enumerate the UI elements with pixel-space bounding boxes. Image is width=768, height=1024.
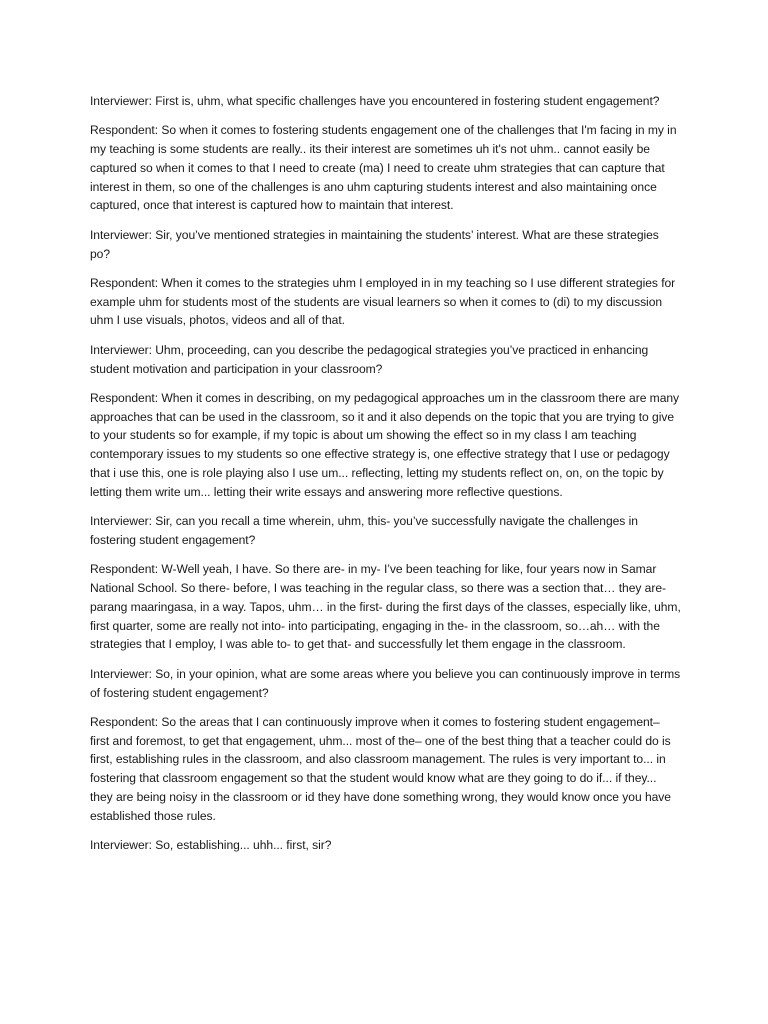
interviewer-question-4: Interviewer: Sir, can you recall a time wherein, uhm, this- you’ve successfully navigate the challenges in fostering student engagement? (90, 514, 638, 547)
respondent-answer-5: Respondent: So the areas that I can continuously improve when it comes to fostering student engagement– first and foremost, to get that engagement, uhm... most of the– one of the best thing that a teacher could do is first, establishing rules in the classroom, and also classroom management. The rules is very important to... in fostering that classroom engagement so that the student would know what are they going to do if... if they... they are being noisy in the classroom or id they have done something wrong, they would know once you have established those rules. (90, 714, 671, 823)
respondent-answer-4: Respondent: W-Well yeah, I have. So there are- in my- I’ve been teaching for like, four years now in Samar National School. So there- before, I was teaching in the regular class, so there was a section that… they are- parang maaringasa, in a way. Tapos, uhm… in the first- during the first days of the classes, especially like, uhm, first quarter, some are really not into- into participating, engaging in the- in the classroom, so…ah… with the strategies that I employ, I was able to- to get that- and successfully let them engage in the classroom. (90, 562, 681, 652)
interviewer-question-1: Interviewer: First is, uhm, what specific challenges have you encountered in fostering student engagement? (90, 94, 660, 108)
respondent-answer-3: Respondent: When it comes in describing, on my pedagogical approaches um in the classroom there are many approaches that can be used in the classroom, so it and it also depends on the topic that you are trying to give to your students so for example, if my topic is about um showing the effect so in my class I am teaching contemporary issues to my students so one effective strategy is, one effective strategy that I use or pedagogy that i use this, one is role playing also I use um... reflecting, letting my students reflect on, on, on the topic by letting them write um... letting their write essays and answering more reflective questions. (90, 390, 680, 499)
interviewer-question-2: Interviewer: Sir, you’ve mentioned strategies in maintaining the students’ interest. What are these strategies po? (90, 227, 659, 261)
respondent-answer-1: Respondent: So when it comes to fostering students engagement one of the challenges that I'm facing in my in my teaching is some students are really.. its their interest are sometimes uh it's not uhm.. cannot easily be captured so when it comes to that I need to create (ma) I need to create uhm strategies that can capture that interest in them, so one of the challenges is ano uhm capturing students interest and also maintaining once captured, once that interest is captured how to maintain that interest. (90, 123, 677, 213)
interviewer-question-3: Interviewer: Uhm, proceeding, can you describe the pedagogical strategies you’ve practiced in enhancing student motivation and participation in your classroom? (90, 342, 649, 376)
respondent-answer-2: Respondent: When it comes to the strategies uhm I employed in in my teaching so I use different strategies for example uhm for students most of the students are visual learners so when it comes to (di) to my discussion uhm I use visuals, photos, videos and all of that. (90, 275, 676, 328)
interviewer-question-5: Interviewer: So, in your opinion, what are some areas where you believe you can continuously improve in terms of fostering student engagement? (90, 666, 681, 700)
interviewer-question-6: Interviewer: So, establishing... uhh... first, sir? (90, 838, 332, 853)
